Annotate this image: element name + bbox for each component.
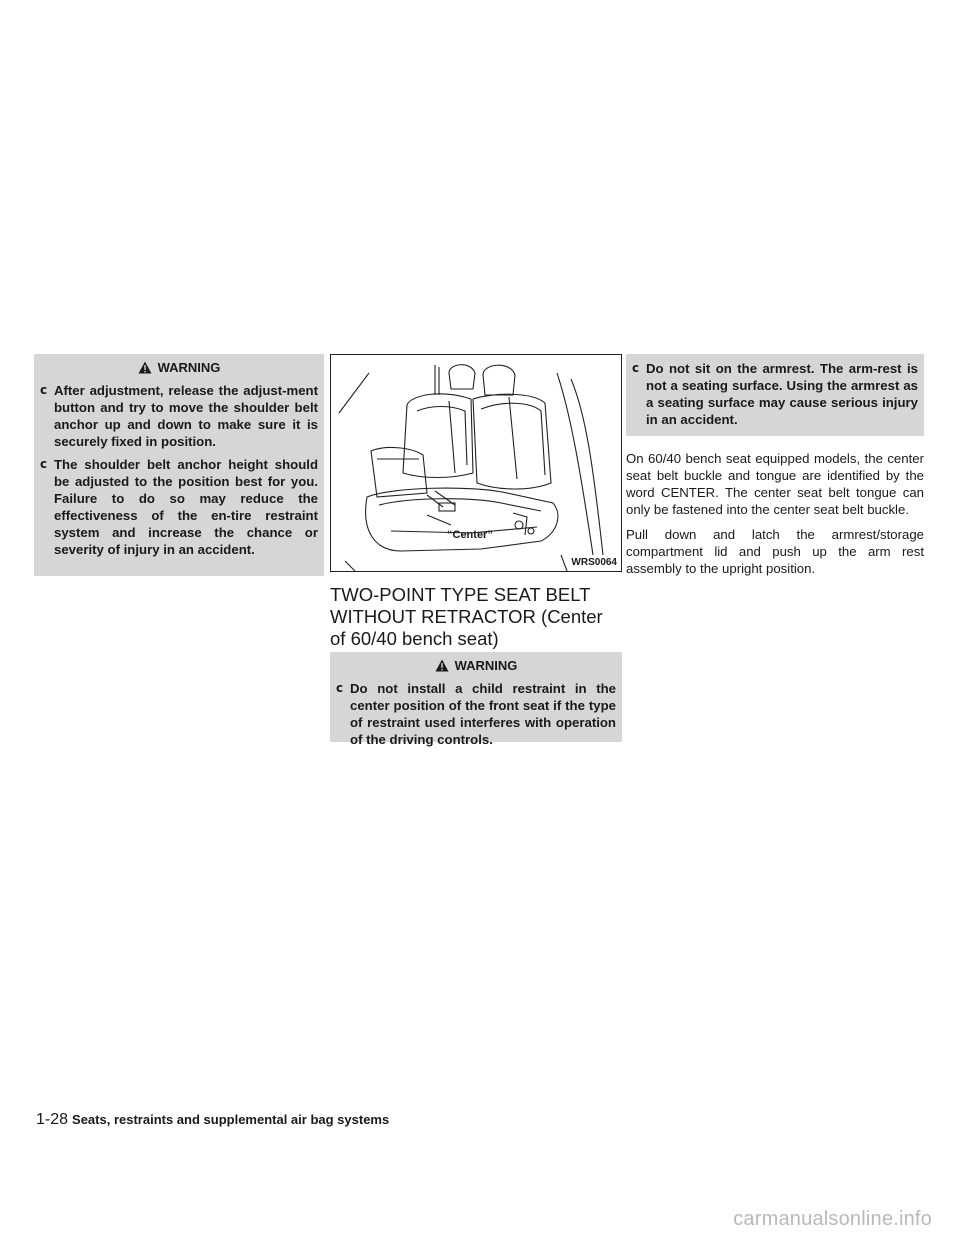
bullet-mark: c xyxy=(336,681,344,695)
warning-bullet xyxy=(336,680,616,748)
seat-illustration-figure xyxy=(330,354,622,572)
warning-bullet xyxy=(40,456,318,558)
body-text xyxy=(626,450,924,585)
warning-bullet-text: The shoulder belt anchor height should be adjusted to the position best for you. Failure to do so may reduce the effectiveness of the en-tire restraint system and increase the chance or severity of injury in an accident. xyxy=(54,457,318,557)
right-warning-box xyxy=(626,354,924,436)
bullet-mark: c xyxy=(40,383,48,397)
page-number: 1-28 xyxy=(36,1111,69,1128)
warning-triangle-icon xyxy=(138,361,152,374)
section-heading-block xyxy=(330,584,622,650)
warning-bullet xyxy=(632,360,918,428)
figure-label-center: “Center” xyxy=(447,529,493,541)
body-paragraph: Pull down and latch the armrest/storage compartment lid and push up the arm rest assembly to the upright position. xyxy=(626,527,924,576)
figure-code: WRS0064 xyxy=(571,557,617,568)
warning-triangle-icon xyxy=(435,659,449,672)
warning-title: WARNING xyxy=(454,657,518,673)
watermark-text: carmanualsonline.info xyxy=(733,1208,932,1230)
warning-header xyxy=(336,656,616,674)
footer-section-title: Seats, restraints and supplemental air bag systems xyxy=(72,1112,390,1127)
section-heading: TWO-POINT TYPE SEAT BELT WITHOUT RETRACTOR (Center of 60/40 bench seat) xyxy=(330,584,603,649)
body-paragraph: On 60/40 bench seat equipped models, the center seat belt buckle and tongue are identified by the word CENTER. The center seat belt tongue can only be fastened into the center seat belt buckle. xyxy=(626,451,924,517)
warning-title: WARNING xyxy=(157,359,221,375)
warning-bullet-text: Do not install a child restraint in the center position of the front seat if the type of restraint used interferes with operation of the driving controls. xyxy=(350,681,616,747)
warning-bullet-text: After adjustment, release the adjust-ment button and try to move the shoulder belt anchor up and down to make sure it is securely fixed in position. xyxy=(54,383,318,449)
warning-header xyxy=(40,358,318,376)
warning-bullet xyxy=(40,382,318,450)
middle-warning-box xyxy=(330,652,622,747)
page-footer xyxy=(36,1111,389,1129)
bullet-mark: c xyxy=(632,361,640,375)
warning-bullet-text: Do not sit on the armrest. The arm-rest is not a seating surface. Using the armrest as a seating surface may cause serious injury in an accident. xyxy=(646,361,918,427)
left-warning-box xyxy=(34,354,324,576)
bullet-mark: c xyxy=(40,457,48,471)
